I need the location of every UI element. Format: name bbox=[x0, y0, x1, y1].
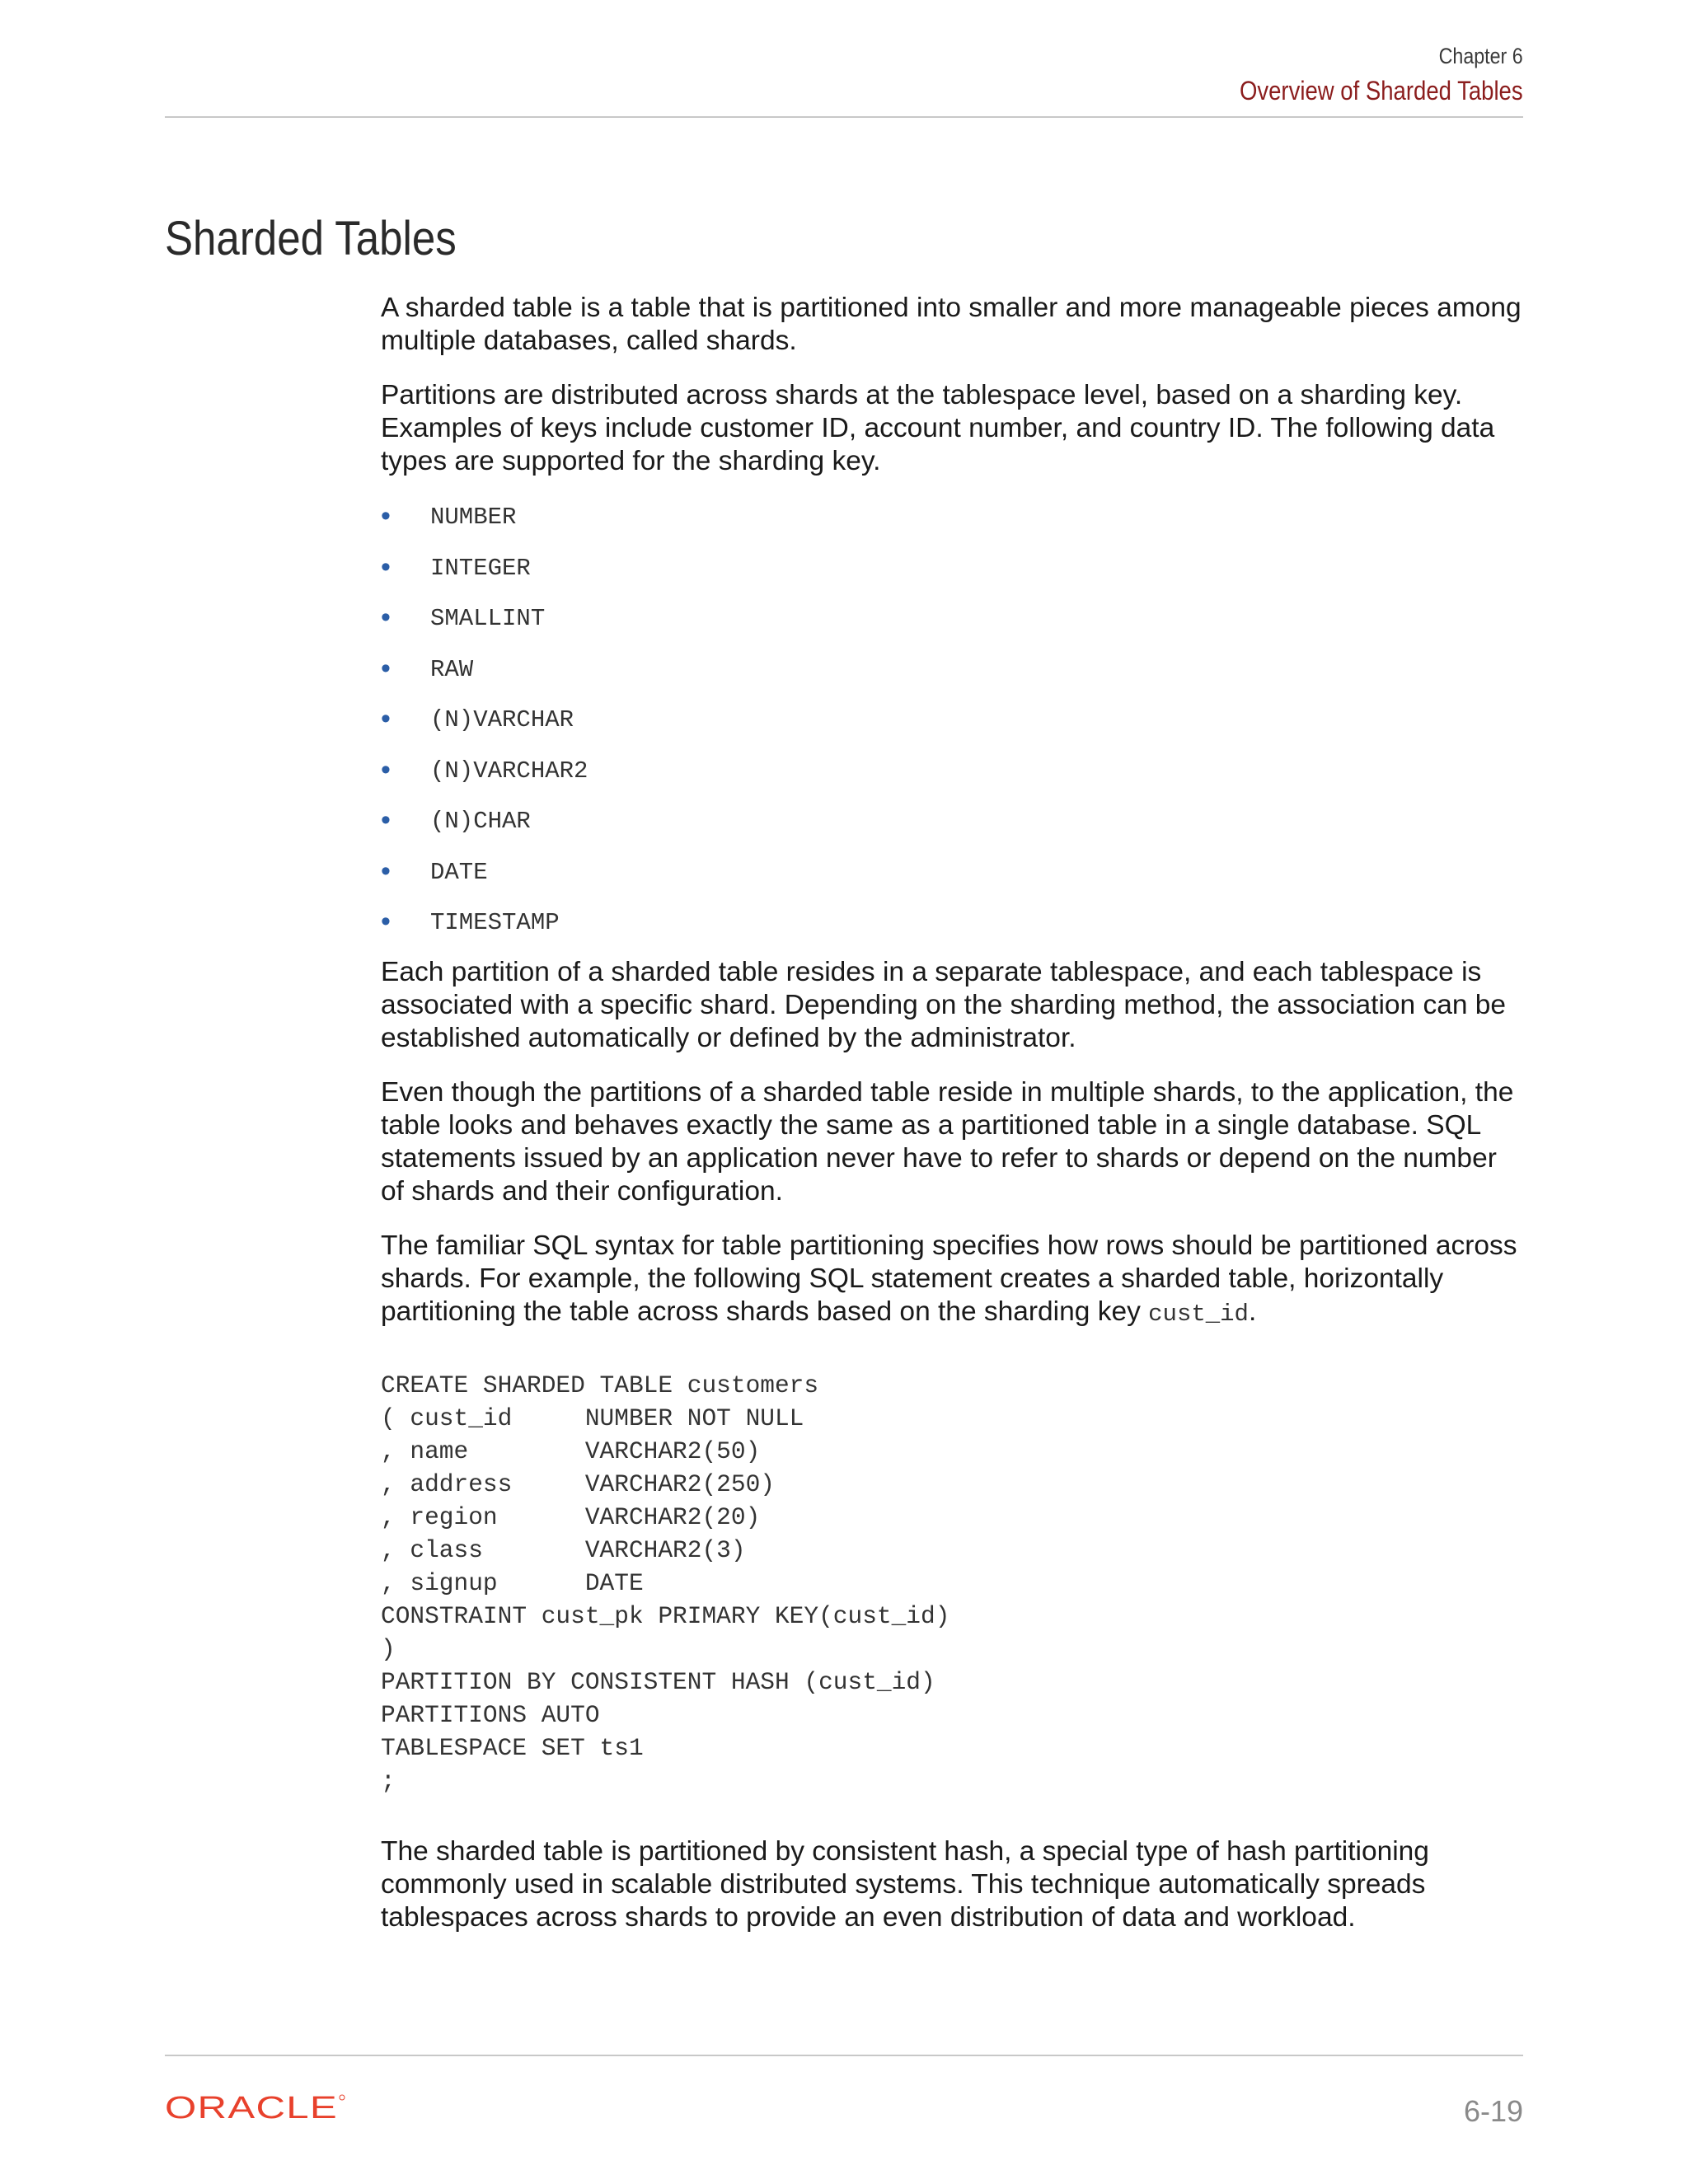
data-type-label: TIMESTAMP bbox=[430, 909, 560, 936]
oracle-wordmark: ORACLE bbox=[165, 2093, 338, 2123]
code-line: , region VARCHAR2(20) bbox=[381, 1502, 761, 1531]
data-type-label: SMALLINT bbox=[430, 605, 546, 632]
data-type-item bbox=[381, 652, 1526, 703]
page-number: 6-19 bbox=[1463, 2094, 1523, 2128]
data-type-item bbox=[381, 905, 1526, 956]
page-title: Sharded Tables bbox=[165, 212, 457, 265]
code-line: TABLESPACE SET ts1 bbox=[381, 1733, 644, 1762]
paragraph-transparency: Even though the partitions of a sharded table reside in multiple shards, to the application, the table looks and behaves exactly the same as a partitioned table in a single database. SQL statements issued by an application never have to refer to shards or depend on the number of shards and their configuration. bbox=[381, 1076, 1514, 1207]
main-content bbox=[381, 292, 1526, 1956]
paragraph-tablespace: Each partition of a sharded table resides in a separate tablespace, and each tablespace is associated with a specific shard. Depending on the sharding method, the association can be established automatically or defined by the administrator. bbox=[381, 956, 1507, 1053]
sql-syntax-text: The familiar SQL syntax for table partitioning specifies how rows should be partitioned across shards. For example, the following SQL statement creates a sharded table, horizontally partitioning the table across shards based on the sharding key bbox=[381, 1230, 1517, 1327]
data-type-label: DATE bbox=[430, 858, 488, 886]
data-type-item bbox=[381, 702, 1526, 753]
paragraph-intro: A sharded table is a table that is partitioned into smaller and more manageable pieces among multiple databases, called shards. bbox=[381, 293, 1522, 356]
code-line: , name VARCHAR2(50) bbox=[381, 1436, 761, 1465]
data-type-item bbox=[381, 855, 1526, 906]
data-type-item bbox=[381, 551, 1526, 602]
data-type-list bbox=[381, 499, 1526, 956]
bullet-icon: • bbox=[381, 855, 391, 887]
code-line: CREATE SHARDED TABLE customers bbox=[381, 1371, 819, 1399]
sql-code-block bbox=[381, 1369, 1526, 1797]
paragraph-partitions: Partitions are distributed across shards at the tablespace level, based on a sharding key. Examples of keys include customer ID, account number, and country ID. The following data types are supported for the sharding key. bbox=[381, 380, 1495, 476]
oracle-logo bbox=[165, 2093, 346, 2127]
bullet-icon: • bbox=[381, 703, 391, 734]
code-line: CONSTRAINT cust_pk PRIMARY KEY(cust_id) bbox=[381, 1601, 950, 1630]
code-line: ) bbox=[381, 1634, 396, 1663]
sql-syntax-end: . bbox=[1248, 1296, 1257, 1327]
footer-divider bbox=[165, 2055, 1523, 2056]
bullet-icon: • bbox=[381, 753, 391, 785]
bullet-icon: • bbox=[381, 500, 391, 532]
code-line: PARTITION BY CONSISTENT HASH (cust_id) bbox=[381, 1667, 935, 1696]
oracle-logo-mark bbox=[165, 2093, 346, 2123]
paragraph-sql-syntax bbox=[381, 1230, 1526, 1331]
bullet-icon: • bbox=[381, 551, 391, 583]
paragraph-consistent-hash: The sharded table is partitioned by consistent hash, a special type of hash partitioning commonly used in scalable distributed systems. This technique automatically spreads tablespaces across shards to provide an even distribution of data and workload. bbox=[381, 1835, 1429, 1933]
code-line: PARTITIONS AUTO bbox=[381, 1700, 600, 1729]
data-type-item bbox=[381, 753, 1526, 804]
bullet-icon: • bbox=[381, 602, 391, 633]
data-type-label: NUMBER bbox=[430, 504, 517, 531]
data-type-item bbox=[381, 804, 1526, 855]
code-line: ( cust_id NUMBER NOT NULL bbox=[381, 1404, 804, 1432]
bullet-icon: • bbox=[381, 652, 391, 684]
section-label: Overview of Sharded Tables bbox=[1240, 76, 1523, 105]
bullet-icon: • bbox=[381, 804, 391, 836]
data-type-label: (N)CHAR bbox=[430, 808, 531, 835]
data-type-label: (N)VARCHAR bbox=[430, 706, 574, 733]
code-line: , address VARCHAR2(250) bbox=[381, 1469, 775, 1498]
running-header bbox=[1193, 41, 1523, 109]
code-line: , class VARCHAR2(3) bbox=[381, 1535, 746, 1564]
data-type-label: RAW bbox=[430, 655, 474, 683]
data-type-item bbox=[381, 499, 1526, 551]
bullet-icon: • bbox=[381, 906, 391, 937]
data-type-label: (N)VARCHAR2 bbox=[430, 757, 588, 785]
registered-mark-icon bbox=[340, 2095, 345, 2100]
code-line: , signup DATE bbox=[381, 1568, 644, 1597]
header-divider bbox=[165, 116, 1523, 118]
data-type-item bbox=[381, 601, 1526, 652]
sharding-key-code: cust_id bbox=[1148, 1300, 1249, 1328]
code-line: ; bbox=[381, 1766, 396, 1795]
chapter-label: Chapter 6 bbox=[1439, 44, 1523, 68]
data-type-label: INTEGER bbox=[430, 554, 531, 582]
